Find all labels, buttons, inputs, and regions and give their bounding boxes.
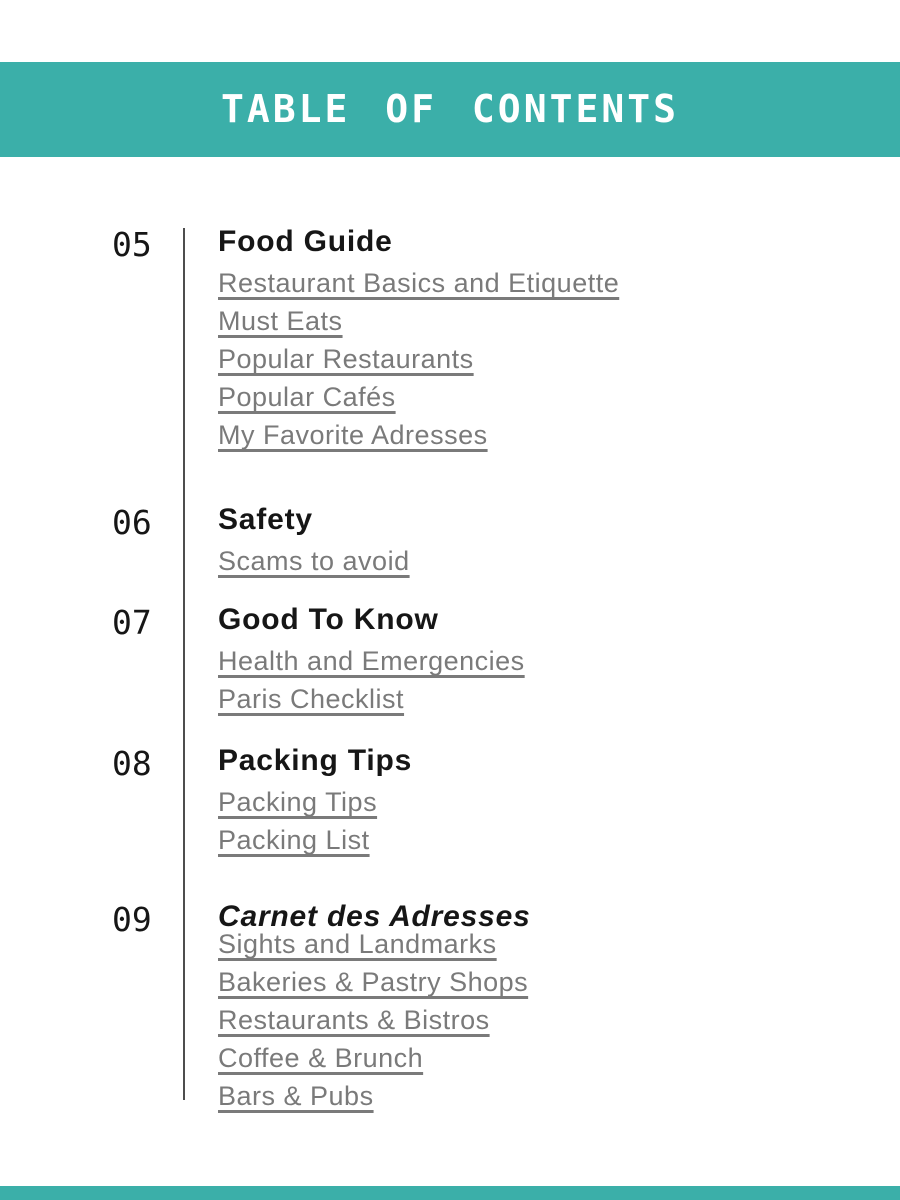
section-page-number: 07 xyxy=(112,603,152,642)
toc-link-row xyxy=(218,1039,858,1077)
toc-link-row xyxy=(218,416,858,454)
section-link-list xyxy=(218,783,858,859)
section-page-number: 06 xyxy=(112,503,152,542)
page-title: TABLE OF CONTENTS xyxy=(221,87,679,131)
toc-link-row xyxy=(218,642,858,680)
section-page-number: 05 xyxy=(112,225,152,264)
toc-link[interactable]: My Favorite Adresses xyxy=(218,420,488,450)
toc-link-row xyxy=(218,783,858,821)
toc-sections xyxy=(112,224,858,1115)
section-title: Good To Know xyxy=(218,603,439,636)
section-title: Carnet des Adresses xyxy=(218,900,531,933)
toc-link[interactable]: Popular Cafés xyxy=(218,382,396,412)
toc-link-row xyxy=(218,680,858,718)
toc-section xyxy=(112,224,858,454)
toc-link[interactable]: Must Eats xyxy=(218,306,343,336)
toc-link[interactable]: Popular Restaurants xyxy=(218,344,474,374)
section-divider-rule xyxy=(183,228,185,1100)
toc-link-row xyxy=(218,264,858,302)
toc-section xyxy=(112,899,858,1115)
toc-link[interactable]: Bakeries & Pastry Shops xyxy=(218,967,529,997)
toc-link[interactable]: Packing List xyxy=(218,825,370,855)
section-link-list xyxy=(218,264,858,454)
toc-section xyxy=(112,602,858,718)
toc-link-row xyxy=(218,1077,858,1115)
toc-link[interactable]: Packing Tips xyxy=(218,787,378,817)
toc-link[interactable]: Health and Emergencies xyxy=(218,646,525,676)
section-title: Safety xyxy=(218,503,313,536)
toc-link-row xyxy=(218,340,858,378)
toc-link-row xyxy=(218,925,858,963)
section-title: Packing Tips xyxy=(218,744,413,777)
toc-link[interactable]: Scams to avoid xyxy=(218,546,410,576)
section-page-number: 08 xyxy=(112,744,152,783)
toc-link-row xyxy=(218,1001,858,1039)
section-page-number: 09 xyxy=(112,900,152,939)
toc-link-row xyxy=(218,963,858,1001)
toc-link[interactable]: Restaurant Basics and Etiquette xyxy=(218,268,620,298)
toc-link[interactable]: Restaurants & Bistros xyxy=(218,1005,490,1035)
section-link-list xyxy=(218,642,858,718)
section-link-list xyxy=(218,925,858,1115)
toc-link[interactable]: Paris Checklist xyxy=(218,684,405,714)
toc-link-row xyxy=(218,378,858,416)
footer-bar xyxy=(0,1186,900,1200)
toc-section xyxy=(112,743,858,859)
toc-section xyxy=(112,502,858,580)
toc-link[interactable]: Bars & Pubs xyxy=(218,1081,374,1111)
section-link-list xyxy=(218,542,858,580)
header-bar xyxy=(0,62,900,157)
toc-link[interactable]: Sights and Landmarks xyxy=(218,929,497,959)
toc-link-row xyxy=(218,542,858,580)
toc-link-row xyxy=(218,302,858,340)
toc-link[interactable]: Coffee & Brunch xyxy=(218,1043,424,1073)
toc-link-row xyxy=(218,821,858,859)
section-title: Food Guide xyxy=(218,225,393,258)
